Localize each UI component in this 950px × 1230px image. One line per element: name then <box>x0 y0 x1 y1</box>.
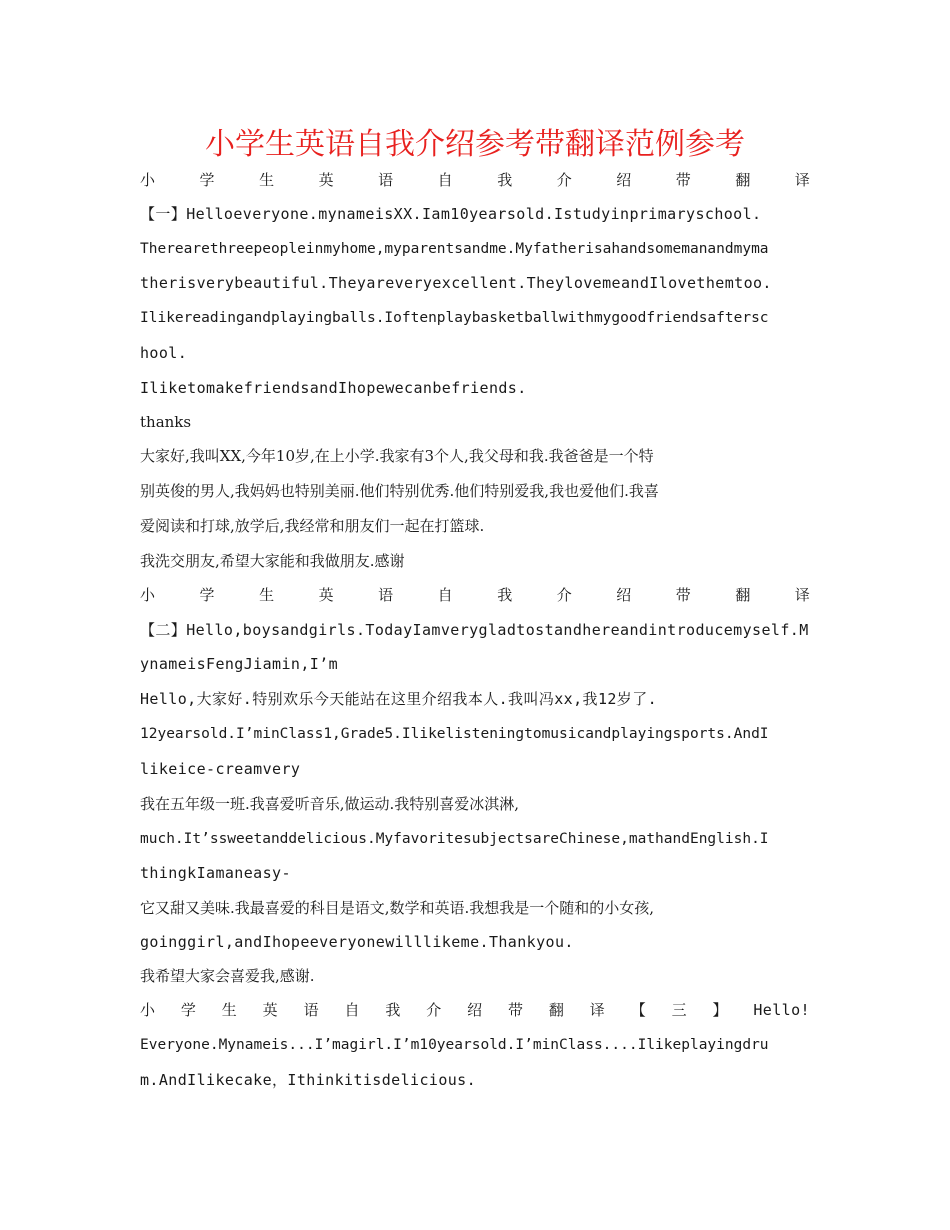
document-title: 小学生英语自我介绍参考带翻译范例参考 <box>205 127 745 162</box>
heading-word: Hello! <box>753 1001 810 1019</box>
text-line: 它又甜又美味.我最喜爱的科目是语文,数学和英语.我想我是一个随和的小女孩, <box>140 899 655 917</box>
heading-char: 生 <box>221 1001 237 1019</box>
section-heading-1 <box>140 163 810 197</box>
section-heading-3 <box>140 993 810 1027</box>
heading-char: 绍 <box>616 171 632 189</box>
heading-char: 我 <box>385 1001 401 1019</box>
heading-char: 学 <box>180 1001 196 1019</box>
text-line: Everyone.Mynameis...I’magirl.I’m10yearsold.I’minClass....Ilikeplayingdru <box>140 1037 769 1053</box>
heading-char: 生 <box>259 586 275 604</box>
text-line: 爱阅读和打球,放学后,我经常和朋友们一起在打篮球. <box>140 517 485 535</box>
text-line: m.AndIlikecake，Ithinkitisdelicious. <box>140 1071 477 1089</box>
heading-char: 小 <box>140 171 156 189</box>
text-line: therisverybeautiful.Theyareveryexcellent.TheylovemeandIlovethemtoo. <box>140 274 772 292</box>
heading-char: 学 <box>199 586 215 604</box>
text-line: 【二】Hello,boysandgirls.TodayIamverygladtostandhereandintroducemyself.M <box>140 621 809 639</box>
heading-char: 介 <box>426 1001 442 1019</box>
heading-char: 生 <box>259 171 275 189</box>
heading-char: 英 <box>318 586 334 604</box>
text-line: Therearethreepeopleinmyhome,myparentsandme.Myfatherisahandsomemanandmyma <box>140 241 769 257</box>
heading-char: 三 <box>671 1001 687 1019</box>
text-line: 【一】Helloeveryone.mynameisXX.Iam10yearsold.Istudyinprimaryschool. <box>140 205 762 223</box>
text-line: much.It’ssweetanddelicious.MyfavoritesubjectsareChinese,mathandEnglish.I <box>140 831 769 847</box>
heading-char: 译 <box>589 1001 605 1019</box>
text-line: hool. <box>140 344 188 362</box>
heading-char: 介 <box>556 586 572 604</box>
heading-char: 翻 <box>735 586 751 604</box>
heading-char: 译 <box>794 171 810 189</box>
heading-char: 小 <box>140 1001 156 1019</box>
heading-char: 译 <box>794 586 810 604</box>
text-line: 12yearsold.I’minClass1,Grade5.Ilikelisteningtomusicandplayingsports.AndI <box>140 726 769 742</box>
heading-char: 学 <box>199 171 215 189</box>
text-line: 我洗交朋友,希望大家能和我做朋友.感谢 <box>140 552 405 570</box>
text-line: IliketomakefriendsandIhopewecanbefriends. <box>140 379 527 397</box>
heading-char: 】 <box>712 1001 728 1019</box>
text-line: goinggirl,andIhopeeveryonewilllikeme.Thankyou. <box>140 933 574 951</box>
heading-char: 翻 <box>735 171 751 189</box>
text-line: 我在五年级一班.我喜爱听音乐,做运动.我特别喜爱冰淇淋, <box>140 795 520 813</box>
heading-char: 绍 <box>467 1001 483 1019</box>
text-line: Ilikereadingandplayingballs.Ioftenplaybasketballwithmygoodfriendsaftersc <box>140 310 769 326</box>
heading-char: 英 <box>318 171 334 189</box>
heading-char: 带 <box>508 1001 524 1019</box>
heading-char: 语 <box>378 171 394 189</box>
heading-char: 我 <box>497 586 513 604</box>
text-line: ynameisFengJiamin,I’m <box>140 655 339 673</box>
heading-char: 带 <box>675 171 691 189</box>
heading-char: 介 <box>556 171 572 189</box>
text-line: 我希望大家会喜爱我,感谢. <box>140 967 315 985</box>
text-line: thingkIamaneasy- <box>140 864 291 882</box>
text-line: 别英俊的男人,我妈妈也特别美丽.他们特别优秀.他们特别爱我,我也爱他们.我喜 <box>140 482 659 500</box>
heading-char: 自 <box>344 1001 360 1019</box>
heading-char: 【 <box>630 1001 646 1019</box>
text-line: likeice-creamvery <box>140 760 301 778</box>
heading-char: 翻 <box>548 1001 564 1019</box>
heading-char: 我 <box>497 171 513 189</box>
heading-char: 英 <box>262 1001 278 1019</box>
text-line: 大家好,我叫XX,今年10岁,在上小学.我家有3个人,我父母和我.我爸爸是一个特 <box>140 447 654 465</box>
text-line: Hello,大家好.特别欢乐今天能站在这里介绍我本人.我叫冯xx,我12岁了. <box>140 690 658 708</box>
heading-char: 自 <box>437 586 453 604</box>
section-heading-2 <box>140 578 810 612</box>
heading-char: 自 <box>437 171 453 189</box>
heading-char: 带 <box>675 586 691 604</box>
heading-char: 绍 <box>616 586 632 604</box>
heading-char: 语 <box>378 586 394 604</box>
heading-char: 小 <box>140 586 156 604</box>
text-line: thanks <box>140 413 192 431</box>
heading-char: 语 <box>303 1001 319 1019</box>
